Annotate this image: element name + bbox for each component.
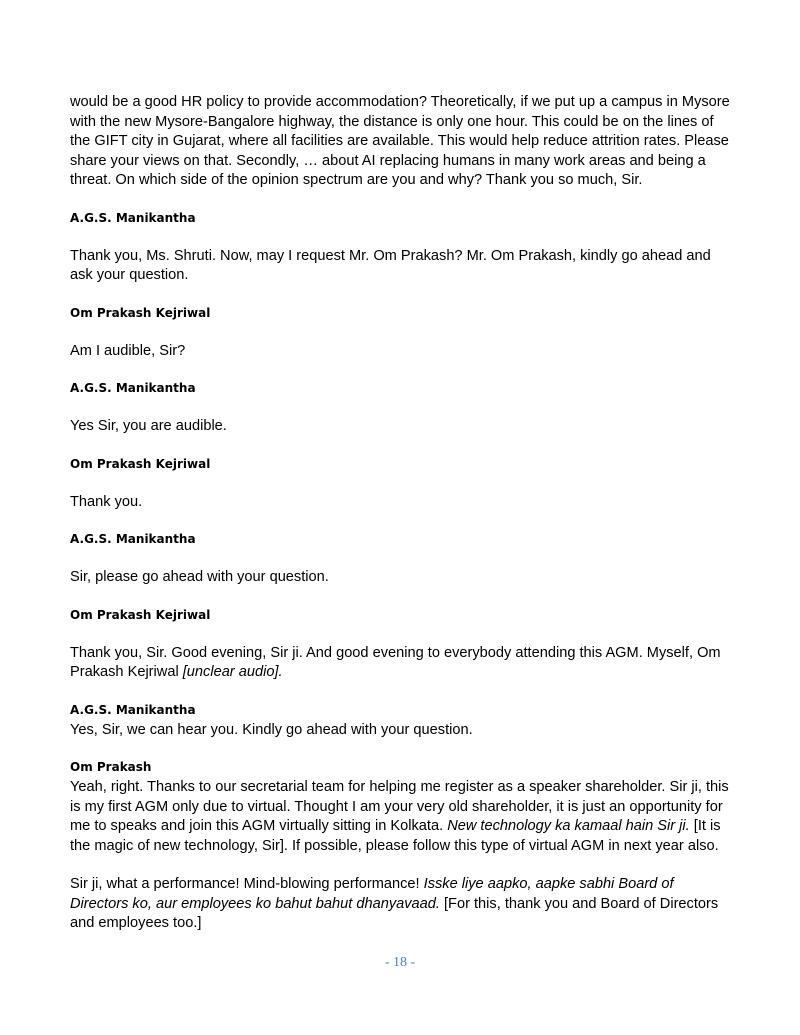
paragraph-text: Thank you, Sir. Good evening, Sir ji. And good evening to everybody attending this AGM. Myself, Om Prakash Kejriwal (70, 644, 721, 680)
italic-hindi-phrase: New technology ka kamaal hain Sir ji. (447, 818, 690, 834)
transcript-paragraph: Sir, please go ahead with your question. (70, 569, 329, 585)
transcript-paragraph (70, 644, 730, 683)
speaker-name: A.G.S. Manikantha (70, 210, 196, 225)
paragraph-text: Sir ji, what a performance! Mind-blowing performance! (70, 876, 420, 892)
transcript-paragraph: Thank you, Ms. Shruti. Now, may I request Mr. Om Prakash? Mr. Om Prakash, kindly go ahead and ask your question. (70, 247, 711, 283)
transcript-paragraph (70, 875, 730, 934)
transcript-page (70, 93, 730, 934)
transcript-paragraph: Am I audible, Sir? (70, 342, 186, 359)
speaker-name: Om Prakash Kejriwal (70, 305, 211, 320)
transcript-paragraph: Yes Sir, you are audible. (70, 418, 227, 434)
speaker-name: Om Prakash Kejriwal (70, 456, 211, 471)
paragraph-text: [For this, thank you and Board of Directors and employees too.] (70, 895, 719, 931)
paragraph-text: Yeah, right. Thanks to our secretarial team for helping me register as a speaker shareholder. Sir ji, this is my first AGM only due to virtual. Thought I am your very old shareholder, it is just an opportunity for me to speaks and join this AGM virtually sitting in Kolkata. (70, 779, 729, 834)
speaker-name: A.G.S. Manikantha (70, 532, 196, 546)
speaker-name: Om Prakash (70, 760, 152, 774)
speaker-name: Om Prakash Kejriwal (70, 607, 211, 622)
paragraph-text: [It is the magic of new technology, Sir]. If possible, please follow this type of virtual AGM in next year also. (70, 818, 721, 854)
speaker-name: A.G.S. Manikantha (70, 381, 196, 395)
transcript-paragraph (70, 778, 730, 856)
page-number: - 18 - (384, 955, 416, 970)
transcript-paragraph: Thank you. (70, 493, 143, 510)
italic-hindi-phrase: Isske liye aapko, aapke sabhi Board of Directors ko, aur employees ko bahut bahut dhanyavaad. (70, 876, 674, 912)
speaker-name: A.G.S. Manikantha (70, 702, 196, 717)
continued-question-paragraph: would be a good HR policy to provide accommodation? Theoretically, if we put up a campus in Mysore with the new Mysore-Bangalore highway, the distance is only one hour. This could be on the lines of the GIFT city in Gujarat, where all facilities are available. This would help reduce attrition rates. Please share your views on that. Secondly, … about AI replacing humans in many work areas and being a threat. On which side of the opinion spectrum are you and why? Thank you so much, Sir. (70, 94, 730, 188)
italic-note: [unclear audio]. (182, 664, 283, 680)
transcript-paragraph: Yes, Sir, we can hear you. Kindly go ahead with your question. (70, 721, 473, 738)
